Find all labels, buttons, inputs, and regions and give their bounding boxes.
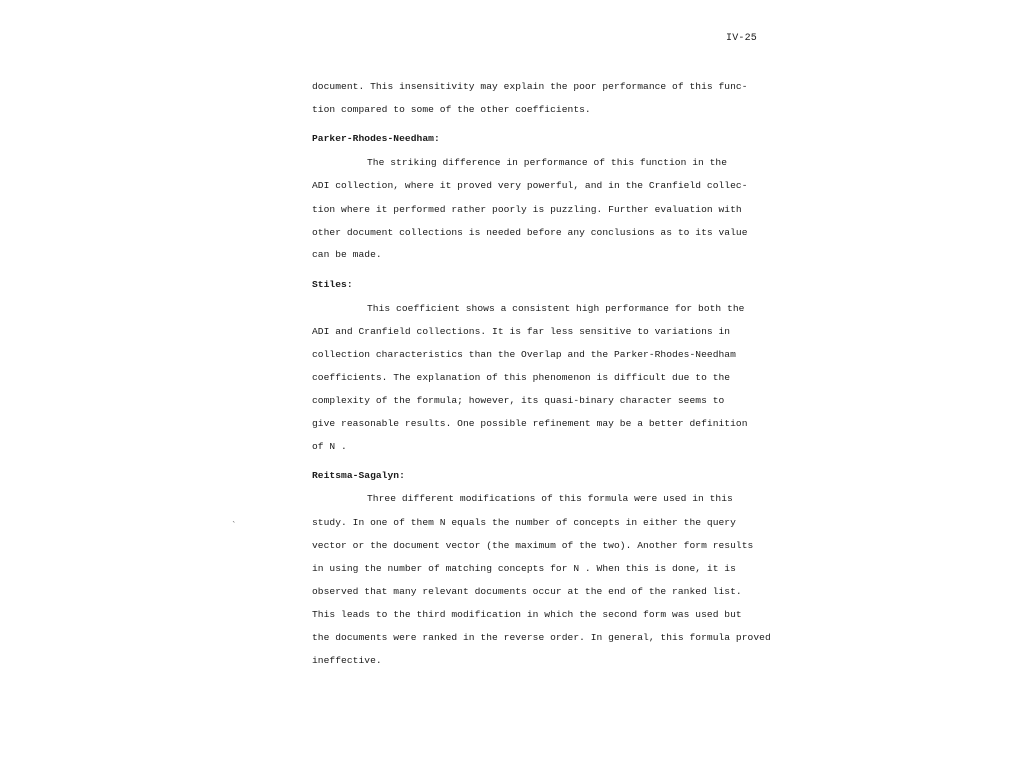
text-line: observed that many relevant documents occur at the end of the ranked list. bbox=[312, 586, 742, 597]
text-line: study. In one of them N equals the number of concepts in either the query bbox=[312, 517, 736, 528]
page-number: IV-25 bbox=[726, 33, 758, 44]
text-line: The striking difference in performance of this function in the bbox=[367, 157, 728, 168]
text-line: coefficients. The explanation of this phenomenon is difficult due to the bbox=[312, 372, 731, 383]
section-heading-stiles: Stiles: bbox=[312, 279, 353, 290]
text-line: ineffective. bbox=[312, 655, 382, 666]
text-line: tion where it performed rather poorly is puzzling. Further evaluation with bbox=[312, 204, 742, 215]
text-line: ADI collection, where it proved very powerful, and in the Cranfield collec- bbox=[312, 180, 748, 191]
text-line: complexity of the formula; however, its quasi-binary character seems to bbox=[312, 395, 725, 406]
text-line: can be made. bbox=[312, 249, 382, 260]
text-line: in using the number of matching concepts for N . When this is done, it is bbox=[312, 563, 736, 574]
text-line: the documents were ranked in the reverse order. In general, this formula proved bbox=[312, 632, 771, 643]
text-line: of N . bbox=[312, 441, 347, 452]
stray-mark: ` bbox=[231, 521, 237, 531]
text-line: document. This insensitivity may explain the poor performance of this func- bbox=[312, 81, 748, 92]
text-line: collection characteristics than the Overlap and the Parker-Rhodes-Needham bbox=[312, 349, 736, 360]
text-line: vector or the document vector (the maximum of the two). Another form results bbox=[312, 540, 754, 551]
text-line: tion compared to some of the other coefficients. bbox=[312, 104, 591, 115]
text-line: give reasonable results. One possible refinement may be a better definition bbox=[312, 418, 748, 429]
section-heading-parker-rhodes-needham: Parker-Rhodes-Needham: bbox=[312, 133, 440, 144]
section-heading-reitsma-sagalyn: Reitsma-Sagalyn: bbox=[312, 470, 405, 481]
text-line: ADI and Cranfield collections. It is far less sensitive to variations in bbox=[312, 326, 731, 337]
text-line: This leads to the third modification in which the second form was used but bbox=[312, 609, 742, 620]
text-line: other document collections is needed before any conclusions as to its value bbox=[312, 227, 748, 238]
text-line: This coefficient shows a consistent high performance for both the bbox=[367, 303, 745, 314]
text-line: Three different modifications of this formula were used in this bbox=[367, 493, 733, 504]
